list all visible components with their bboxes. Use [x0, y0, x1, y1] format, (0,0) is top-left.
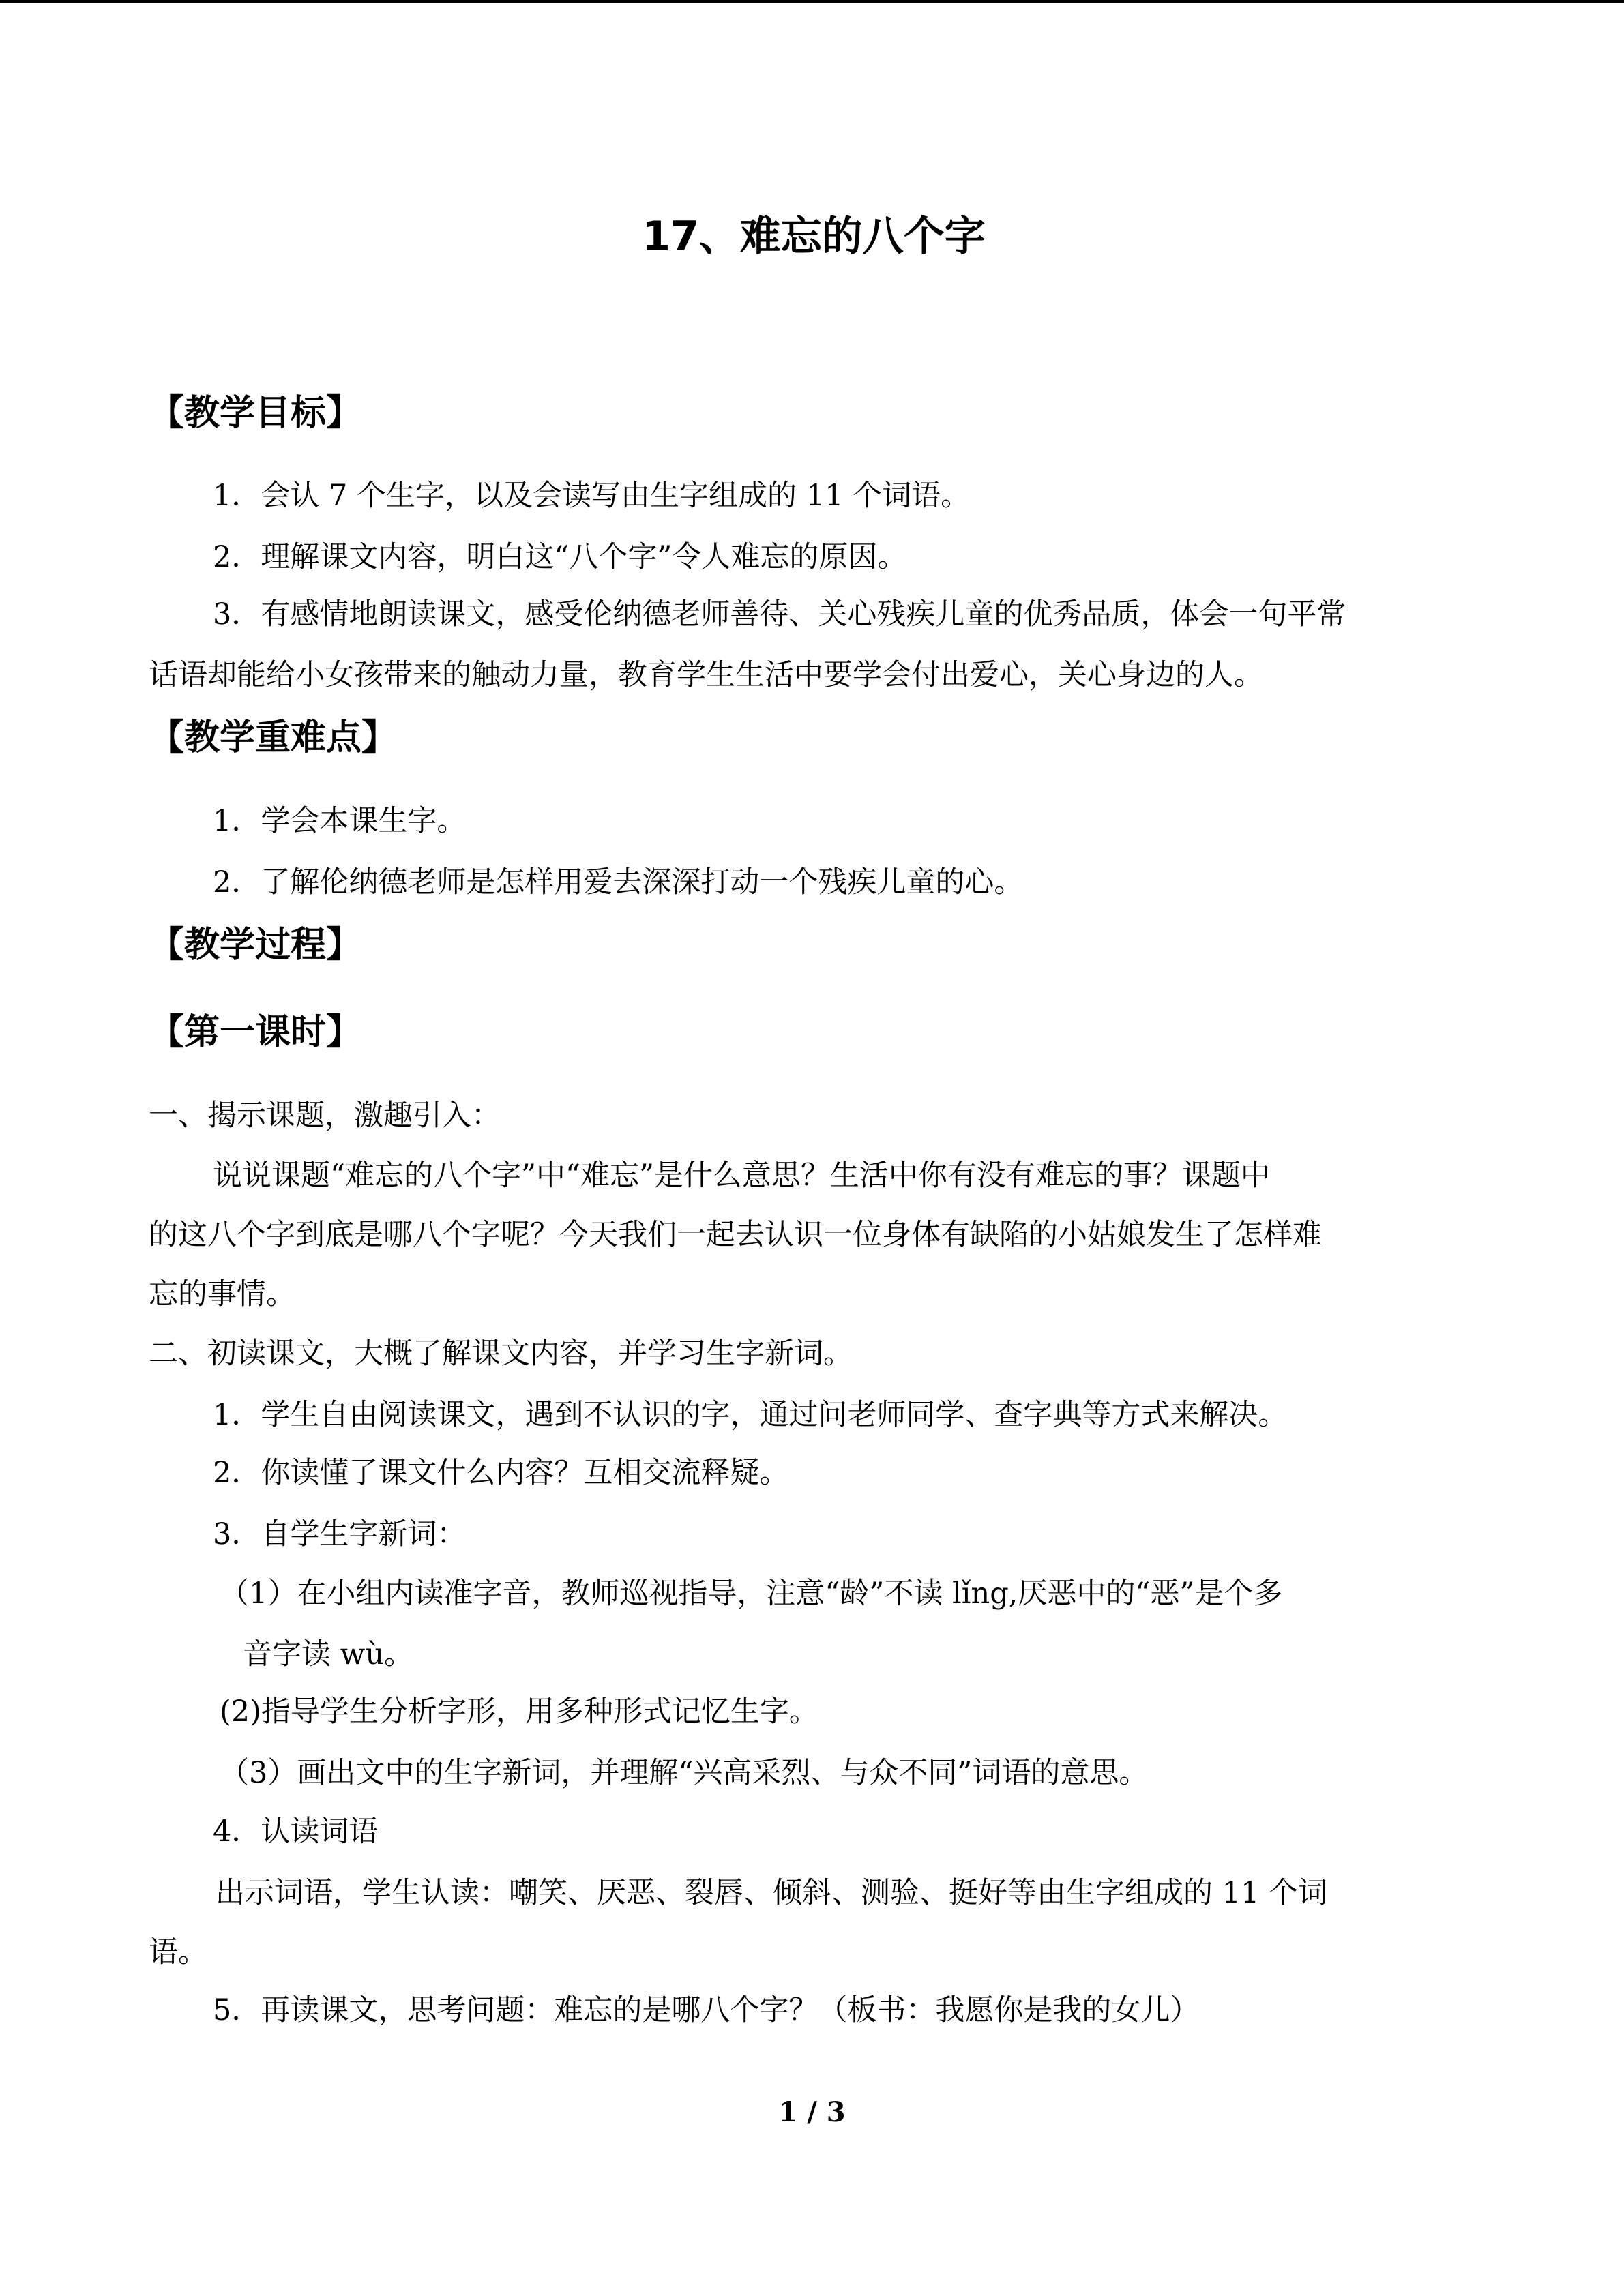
- step-1-body-line-1: 说说课题“难忘的八个字”中“难忘”是什么意思？生活中你有没有难忘的事？课题中: [213, 1159, 1270, 1193]
- item-4-body-line-2: 语。: [149, 1935, 207, 1969]
- sub-item-3: （3）画出文中的生字新词，并理解“兴高采烈、与众不同”词语的意思。: [220, 1756, 1149, 1790]
- page-number: 1 / 3: [778, 2096, 846, 2128]
- top-border-line: [0, 0, 1624, 3]
- step-2-item-1: 1．学生自由阅读课文，遇到不认识的字，通过问老师同学、查字典等方式来解决。: [213, 1398, 1288, 1432]
- objective-item-1: 1．会认 7 个生字，以及会读写由生字组成的 11 个词语。: [213, 479, 971, 513]
- document-title: 17、难忘的八个字: [642, 213, 986, 260]
- objective-item-3: 3．有感情地朗读课文，感受伦纳德老师善待、关心残疾儿童的优秀品质，体会一句平常: [213, 597, 1346, 631]
- sub-item-1: （1）在小组内读准字音，教师巡视指导，注意“龄”不读 lǐng,厌恶中的“恶”是个多: [220, 1577, 1283, 1611]
- step-2-item-5: 5．再读课文，思考问题：难忘的是哪八个字？（板书：我愿你是我的女儿）: [213, 1993, 1200, 2027]
- lesson-heading: 【第一课时】: [149, 1012, 362, 1053]
- objective-item-2: 2．理解课文内容，明白这“八个字”令人难忘的原因。: [213, 540, 907, 574]
- step-1-body-line-2: 的这八个字到底是哪八个字呢？今天我们一起去认识一位身体有缺陷的小姑娘发生了怎样难: [149, 1218, 1322, 1252]
- objectives-heading: 【教学目标】: [149, 393, 362, 434]
- objective-item-3-continued: 话语却能给小女孩带来的触动力量，教育学生生活中要学会付出爱心，关心身边的人。: [149, 658, 1263, 692]
- step-1-body-line-3: 忘的事情。: [149, 1277, 295, 1311]
- step-2-item-3: 3．自学生字新词：: [213, 1517, 467, 1551]
- key-point-item-2: 2．了解伦纳德老师是怎样用爱去深深打动一个残疾儿童的心。: [213, 865, 1024, 899]
- sub-item-1-continued: 音字读 wù。: [243, 1637, 414, 1671]
- item-4-body-line-1: 出示词语，学生认读：嘲笑、厌恶、裂唇、倾斜、测验、挺好等由生字组成的 11 个词: [216, 1876, 1328, 1910]
- step-2-item-2: 2．你读懂了课文什么内容？互相交流释疑。: [213, 1456, 789, 1490]
- step-1-title: 一、揭示课题，激趣引入：: [149, 1099, 501, 1133]
- step-2-title: 二、初读课文，大概了解课文内容，并学习生字新词。: [149, 1337, 853, 1371]
- sub-item-2: (2)指导学生分析字形，用多种形式记忆生字。: [220, 1695, 818, 1729]
- process-heading: 【教学过程】: [149, 925, 362, 966]
- key-point-item-1: 1．学会本课生字。: [213, 804, 467, 838]
- key-points-heading: 【教学重难点】: [149, 717, 398, 758]
- step-2-item-4: 4．认读词语: [213, 1815, 379, 1849]
